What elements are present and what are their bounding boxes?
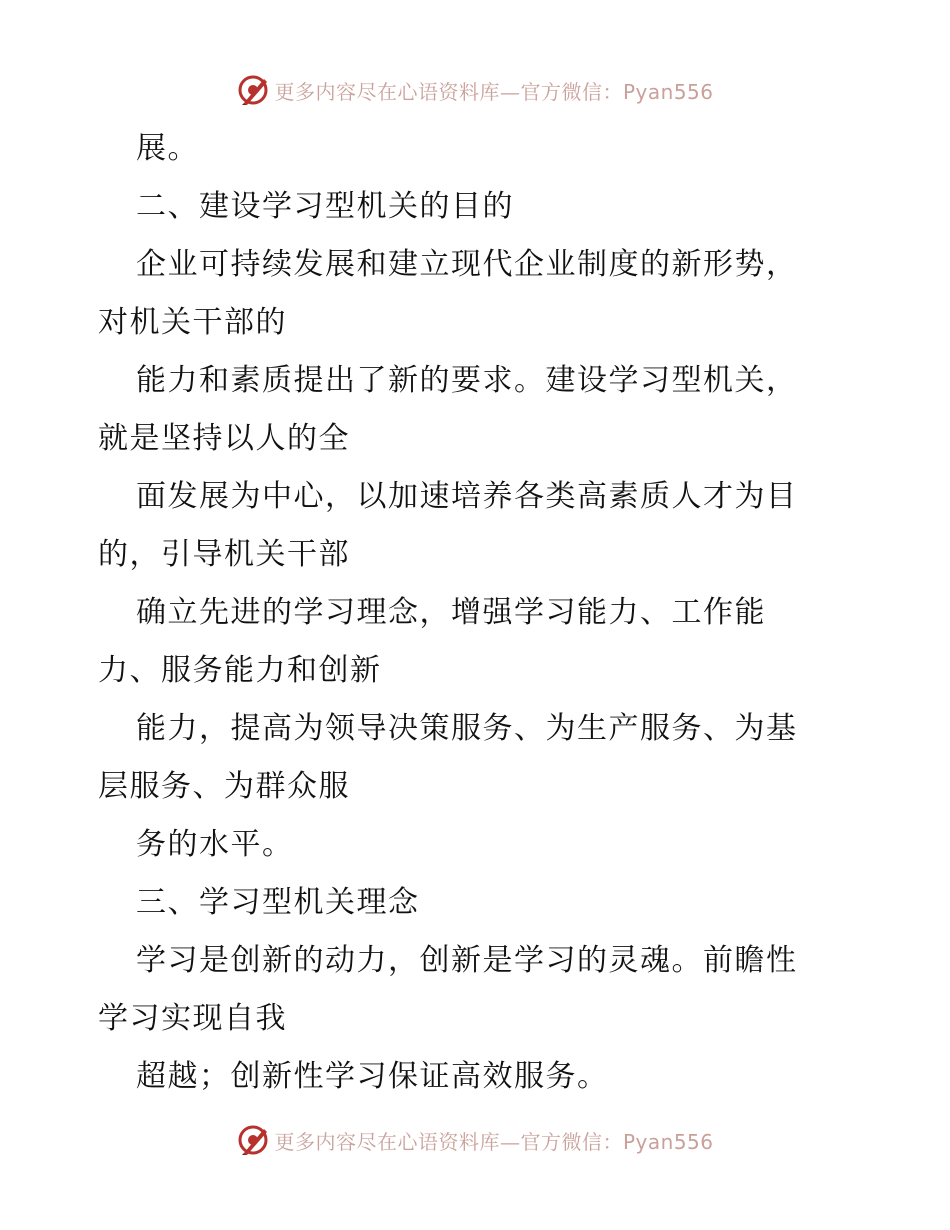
text-line: 超越；创新性学习保证高效服务。 xyxy=(136,1059,609,1094)
text-line: 学习实现自我 xyxy=(98,1001,287,1036)
footer-watermark xyxy=(0,1120,950,1160)
footer-watermark-handle: Pyan556 xyxy=(622,1129,714,1154)
text-line: 的，引导机关干部 xyxy=(98,537,350,572)
pen-logo-icon xyxy=(236,1123,270,1157)
text-line: 展。 xyxy=(136,131,199,166)
text-line: 就是坚持以人的全 xyxy=(98,421,350,456)
footer-watermark-text: 更多内容尽在心语资料库—官方微信：Pyan556 xyxy=(274,1129,714,1154)
text-line: 学习是创新的动力，创新是学习的灵魂。前瞻性 xyxy=(136,943,798,978)
text-line: 对机关干部的 xyxy=(98,305,287,340)
pen-logo-icon xyxy=(236,73,270,107)
text-line: 确立先进的学习理念，增强学习能力、工作能 xyxy=(136,595,766,630)
header-watermark-handle: Pyan556 xyxy=(622,79,714,104)
text-line: 能力，提高为领导决策服务、为生产服务、为基 xyxy=(136,711,798,746)
text-line: 面发展为中心，以加速培养各类高素质人才为目 xyxy=(136,479,798,514)
text-line: 企业可持续发展和建立现代企业制度的新形势， xyxy=(136,247,798,282)
section-heading: 三、学习型机关理念 xyxy=(136,885,420,920)
text-line: 层服务、为群众服 xyxy=(98,769,350,804)
header-watermark-text: 更多内容尽在心语资料库—官方微信：Pyan556 xyxy=(274,79,714,104)
document-body xyxy=(98,120,858,1106)
text-line: 能力和素质提出了新的要求。建设学习型机关， xyxy=(136,363,798,398)
text-line: 力、服务能力和创新 xyxy=(98,653,382,688)
section-heading: 二、建设学习型机关的目的 xyxy=(136,189,514,224)
header-watermark xyxy=(0,70,950,110)
text-line: 务的水平。 xyxy=(136,827,294,862)
